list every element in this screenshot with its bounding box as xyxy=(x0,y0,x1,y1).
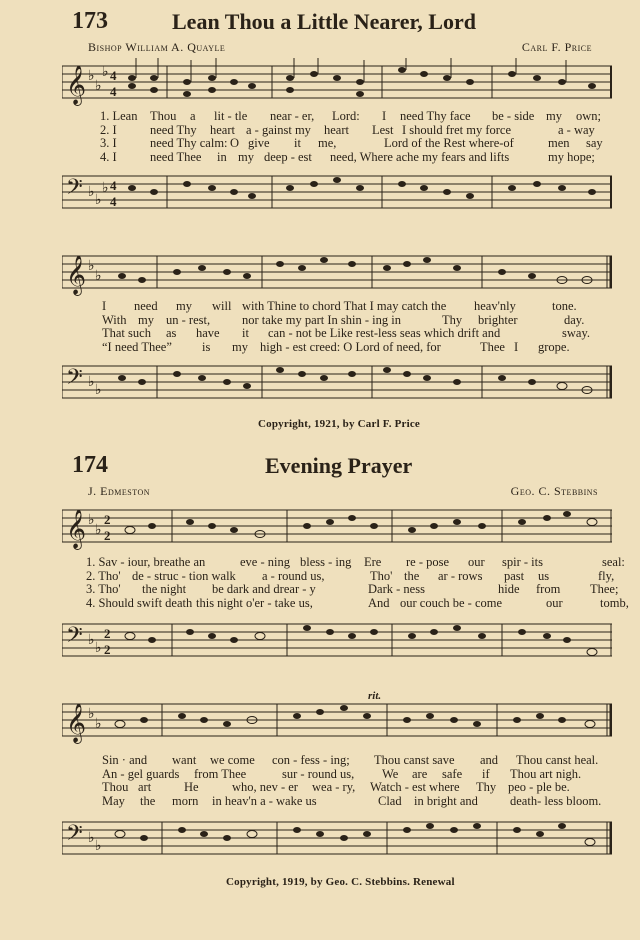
verse-1-line xyxy=(62,555,625,570)
lyric-syllable: the xyxy=(404,568,420,583)
lyric-syllable: my xyxy=(546,109,562,123)
verse-4-line xyxy=(62,795,612,809)
lyric-syllable: With xyxy=(102,312,127,327)
lyric-syllable: are xyxy=(412,766,428,781)
lyric-syllable: be dark and drear - y xyxy=(212,582,316,597)
lyric-syllable: our couch be - come xyxy=(400,595,503,610)
lyric-syllable: be - side xyxy=(492,109,535,123)
lyric-syllable: need Thy calm: xyxy=(150,136,228,151)
lyric-syllable: I xyxy=(102,299,107,313)
verse-4-line xyxy=(62,341,612,355)
lyric-syllable: my xyxy=(138,312,154,327)
lyric-syllable: past xyxy=(504,568,525,583)
verse-4-line xyxy=(62,151,612,165)
svg-text:♭: ♭ xyxy=(88,707,95,722)
lyric-syllable: 1. Lean xyxy=(100,109,138,123)
copyright-notice: Copyright, 1921, by Carl F. Price xyxy=(258,418,421,430)
lyric-syllable: in heav'n a - wake us xyxy=(212,793,317,808)
hymn-title: Lean Thou a Little Nearer, Lord xyxy=(172,9,476,34)
lyric-syllable: Dark - ness xyxy=(368,582,425,597)
lyric-syllable: We xyxy=(382,766,399,781)
treble-staff xyxy=(62,58,612,108)
svg-text:𝄢: 𝄢 xyxy=(66,175,83,205)
lyric-syllable: men xyxy=(548,136,570,151)
lyric-syllable: 3. Tho' xyxy=(86,582,121,597)
bass-staff xyxy=(62,166,612,216)
lyric-syllable: Thee; xyxy=(590,582,619,597)
verse-2-line xyxy=(62,124,612,138)
lyric-syllable: Thou xyxy=(150,109,177,123)
lyric-syllable: near - er, xyxy=(270,109,315,123)
lyric-syllable: this night o'er - take us, xyxy=(196,595,313,610)
lyric-syllable: Thy xyxy=(442,312,463,327)
lyric-syllable: say xyxy=(586,136,603,151)
lyric-syllable: 1. Sav - iour, breathe an xyxy=(86,555,206,569)
lyric-syllable: from xyxy=(536,582,561,597)
lyric-syllable: Sin · and xyxy=(102,753,148,767)
treble-staff xyxy=(62,502,612,552)
lyric-syllable: my xyxy=(176,299,192,313)
bass-staff xyxy=(62,356,612,406)
treble-staff xyxy=(62,696,612,746)
lyric-syllable: nor take my part In shin - ing in xyxy=(242,312,401,327)
svg-text:2: 2 xyxy=(104,512,111,527)
lyric-syllable: O xyxy=(230,136,240,151)
svg-text:♭: ♭ xyxy=(95,839,102,854)
lyric-syllable: my hope; xyxy=(548,149,595,164)
hymn-title: Evening Prayer xyxy=(265,453,413,478)
lyric-syllable: seal: xyxy=(602,555,625,569)
lyric-syllable: the xyxy=(140,793,156,808)
svg-text:2: 2 xyxy=(104,626,111,641)
lyric-syllable: May xyxy=(102,793,125,808)
lyric-syllable: need xyxy=(134,299,158,313)
lyric-syllable: peo - ple be. xyxy=(508,780,570,795)
lyric-syllable: Tho' xyxy=(370,568,393,583)
hymn-number: 174 xyxy=(72,452,108,478)
lyric-syllable: our xyxy=(546,595,563,610)
copyright-notice: Copyright, 1919, by Geo. C. Stebbins. Renewal xyxy=(226,876,455,888)
lyric-syllable: And xyxy=(368,595,390,610)
lyric-syllable: Clad xyxy=(378,793,402,808)
lyric-syllable: if xyxy=(482,766,490,781)
lyric-syllable: Lord: xyxy=(332,109,360,123)
lyric-syllable: it xyxy=(242,326,249,341)
svg-text:♭: ♭ xyxy=(95,523,102,538)
lyric-syllable: lit - tle xyxy=(214,109,248,123)
lyric-syllable: us xyxy=(538,568,550,583)
verse-1-line xyxy=(62,110,612,124)
lyric-syllable: need Thy xyxy=(150,122,197,137)
lyric-syllable: Thou canst save xyxy=(374,753,455,767)
svg-text:♭: ♭ xyxy=(95,269,102,284)
lyric-syllable: morn xyxy=(172,793,199,808)
lyric-syllable: high - est creed: O Lord of need, for xyxy=(260,339,441,354)
svg-text:♭: ♭ xyxy=(95,193,102,208)
lyric-syllable: sur - round us, xyxy=(282,766,355,781)
svg-text:𝄢: 𝄢 xyxy=(66,365,83,395)
lyric-syllable: Thou canst heal. xyxy=(516,753,599,767)
svg-text:♭: ♭ xyxy=(88,513,95,528)
lyric-syllable: Watch - est where xyxy=(370,780,460,795)
lyric-syllable: can - not be Like rest-less seas which drift and xyxy=(268,326,501,341)
lyric-syllable: the night xyxy=(142,582,187,597)
lyric-syllable: my xyxy=(232,339,248,354)
verse-1-line xyxy=(62,754,612,768)
lyric-syllable: our xyxy=(468,555,485,569)
svg-text:♭: ♭ xyxy=(88,259,95,274)
music-credit: Carl F. Price xyxy=(521,40,592,54)
lyric-syllable: I xyxy=(382,109,387,123)
lyric-syllable: in xyxy=(217,149,227,164)
words-credit: J. Edmeston xyxy=(88,484,151,498)
lyric-syllable: will xyxy=(212,299,232,313)
svg-text:𝄞: 𝄞 xyxy=(66,255,87,295)
lyric-syllable: tone. xyxy=(552,299,577,313)
svg-text:♭: ♭ xyxy=(88,633,95,648)
svg-text:𝄢: 𝄢 xyxy=(66,623,83,653)
lyric-syllable: need Thy face xyxy=(400,109,471,123)
lyric-syllable: heart xyxy=(210,122,235,137)
music-system xyxy=(62,690,612,866)
svg-text:4: 4 xyxy=(110,84,117,99)
lyric-syllable: as xyxy=(166,326,177,341)
lyric-syllable: want xyxy=(172,753,197,767)
music-system xyxy=(62,58,612,218)
lyric-syllable: fly, xyxy=(598,568,615,583)
lyric-syllable: have xyxy=(196,326,220,341)
svg-text:♭: ♭ xyxy=(95,641,102,656)
lyric-syllable: we come xyxy=(210,753,255,767)
svg-text:4: 4 xyxy=(110,68,117,83)
lyric-syllable: I should fret my force xyxy=(402,122,511,137)
treble-staff xyxy=(62,248,612,298)
lyric-syllable: hide xyxy=(498,582,520,597)
lyric-syllable: Thee xyxy=(480,339,505,354)
music-system xyxy=(62,248,612,410)
lyric-syllable: tomb, xyxy=(600,595,629,610)
lyric-syllable: death- less bloom. xyxy=(510,793,602,808)
ritardando-mark: rit. xyxy=(368,690,382,702)
music-credit: Geo. C. Stebbins xyxy=(510,484,598,498)
lyric-syllable: An - gel guards xyxy=(102,766,180,781)
lyric-syllable: wea - ry, xyxy=(312,780,356,795)
svg-text:♭: ♭ xyxy=(102,65,109,80)
lyric-syllable: it xyxy=(294,136,301,151)
bass-staff xyxy=(62,812,612,862)
verse-1-line xyxy=(62,300,612,314)
lyric-syllable: Ere xyxy=(364,555,382,569)
music-system xyxy=(62,502,629,664)
lyric-syllable: need Thee xyxy=(150,149,202,164)
lyric-syllable: 4. I xyxy=(100,149,117,164)
words-credit: Bishop William A. Quayle xyxy=(88,40,226,54)
lyric-syllable: a - gainst my xyxy=(246,122,311,137)
svg-text:♭: ♭ xyxy=(95,717,102,732)
svg-text:𝄞: 𝄞 xyxy=(66,65,87,105)
verse-4-line xyxy=(62,595,629,611)
lyric-syllable: 2. Tho' xyxy=(86,568,121,583)
lyric-syllable: is xyxy=(202,339,211,354)
lyric-syllable: Lest xyxy=(372,122,394,137)
lyric-syllable: Lord of the Rest where-of xyxy=(384,136,514,151)
bass-staff xyxy=(62,614,612,664)
lyric-syllable: give xyxy=(248,136,270,151)
svg-text:𝄢: 𝄢 xyxy=(66,821,83,851)
lyric-syllable: brighter xyxy=(478,312,518,327)
svg-text:2: 2 xyxy=(104,528,111,543)
lyric-syllable: eve - ning xyxy=(240,555,290,569)
lyric-syllable: 3. I xyxy=(100,136,117,151)
lyric-syllable: heart xyxy=(324,122,349,137)
lyric-syllable: with Thine to chord That I may catch the xyxy=(242,299,447,313)
lyric-syllable: art xyxy=(138,780,152,795)
lyric-syllable: “I need Thee” xyxy=(102,339,172,354)
svg-text:♭: ♭ xyxy=(88,375,95,390)
lyric-syllable: need, Where ache my fears and lifts xyxy=(330,149,510,164)
lyric-syllable: I xyxy=(514,339,519,354)
lyric-syllable: in bright and xyxy=(414,793,478,808)
lyric-syllable: bless - ing xyxy=(300,555,352,569)
lyric-syllable: own; xyxy=(576,109,601,123)
lyric-syllable: and xyxy=(480,753,499,767)
lyric-syllable: me, xyxy=(318,136,337,151)
lyric-syllable: ar - rows xyxy=(438,568,483,583)
lyric-syllable: deep - est xyxy=(264,149,312,164)
svg-text:♭: ♭ xyxy=(95,79,102,94)
lyric-syllable: 4. Should swift death xyxy=(86,595,193,610)
lyric-syllable: He xyxy=(184,780,199,795)
lyric-syllable: a - way xyxy=(558,122,595,137)
lyric-syllable: a xyxy=(190,109,196,123)
lyric-syllable: de - struc - tion walk xyxy=(132,568,236,583)
lyric-syllable: Thou xyxy=(102,780,129,795)
lyric-syllable: my xyxy=(238,149,254,164)
lyric-syllable: con - fess - ing; xyxy=(272,753,350,767)
lyric-syllable: grope. xyxy=(538,339,570,354)
lyric-syllable: Thy xyxy=(476,780,497,795)
svg-text:♭: ♭ xyxy=(88,185,95,200)
svg-text:4: 4 xyxy=(110,194,117,209)
svg-text:2: 2 xyxy=(104,642,111,657)
lyric-syllable: sway. xyxy=(562,326,591,341)
lyric-syllable: who, nev - er xyxy=(232,780,298,795)
lyric-syllable: day. xyxy=(564,312,585,327)
lyric-syllable: a - round us, xyxy=(262,568,325,583)
lyric-syllable: 2. I xyxy=(100,122,117,137)
svg-text:𝄞: 𝄞 xyxy=(66,703,87,743)
lyric-syllable: safe xyxy=(442,766,463,781)
svg-text:♭: ♭ xyxy=(95,383,102,398)
svg-text:♭: ♭ xyxy=(88,69,95,84)
svg-text:4: 4 xyxy=(110,178,117,193)
svg-text:♭: ♭ xyxy=(88,831,95,846)
svg-text:♭: ♭ xyxy=(102,181,109,196)
hymn-number: 173 xyxy=(72,8,108,34)
lyric-syllable: from Thee xyxy=(194,766,247,781)
lyric-syllable: un - rest, xyxy=(166,312,211,327)
lyric-syllable: Thou art nigh. xyxy=(510,766,582,781)
lyric-syllable: re - pose xyxy=(406,555,450,569)
svg-text:𝄞: 𝄞 xyxy=(66,509,87,549)
lyric-syllable: spir - its xyxy=(502,555,543,569)
lyric-syllable: heav'nly xyxy=(474,299,516,313)
lyric-syllable: That such xyxy=(102,326,151,341)
